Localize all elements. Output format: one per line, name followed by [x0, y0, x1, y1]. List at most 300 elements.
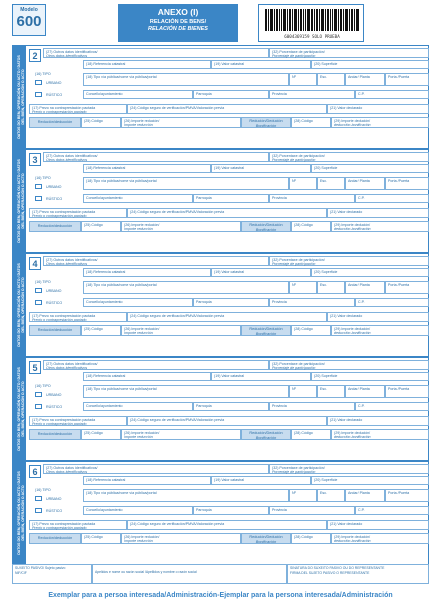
property-block [12, 357, 429, 461]
importe-deduccion-field-label: (29) Importe dedución/ [334, 535, 371, 539]
modelo-number: 600 [16, 13, 42, 30]
esc-field-label: Esc. [320, 75, 327, 79]
codigo2-field[interactable] [291, 429, 331, 440]
andar-field-label: Andar/ Planta [348, 75, 370, 79]
ref-catastral-field-label: (18) Referencia catastral [86, 374, 126, 378]
prezo-field-label: (17) Prezo na contraprestación pactada [32, 522, 96, 526]
numero-field-label: Nº [292, 283, 296, 287]
urbano-label: URBANO [46, 392, 62, 397]
exemplar-note: Exemplar para a persoa interesada/Administración-Ejemplar para la persona interesada/Administración [48, 592, 393, 599]
prezo-field[interactable] [29, 520, 127, 530]
otros-datos-field-label: (27) Outros datos identificativos/ [46, 466, 98, 470]
codigo-field-label: (25) Código [84, 119, 103, 123]
reduccion-cell: Redución/deducción [29, 325, 81, 336]
porcentaxe-field-label: Porcentaje de participación [272, 158, 316, 162]
deduccion-label: Redución/Dedución [249, 327, 283, 331]
ref-catastral-field[interactable] [83, 268, 211, 277]
provincia-field[interactable] [269, 90, 355, 99]
importe-deduccion-field-label: deducción-bonificación [334, 435, 371, 439]
reduccion-cell: Redución/deducción [29, 429, 81, 440]
rustico-checkbox[interactable] [35, 196, 42, 201]
rustico-label: RÚSTICO [46, 300, 63, 305]
codigo-seguro-field[interactable] [127, 312, 327, 322]
side-band [13, 150, 26, 252]
prezo-field[interactable] [29, 416, 127, 426]
prezo-field-label: Precio o contraprestación pactado [32, 110, 87, 114]
otros-datos-field[interactable] [43, 152, 269, 162]
nif-field[interactable] [12, 564, 92, 584]
codigo-field-label: (25) Código [84, 223, 103, 227]
valor-declarado-field[interactable] [327, 104, 429, 114]
valor-declarado-field-label: (21) Valor declarado [330, 522, 363, 526]
codigo-field[interactable] [81, 325, 121, 336]
ref-catastral-field[interactable] [83, 372, 211, 381]
parroquia-field[interactable] [193, 194, 269, 203]
valor-declarado-field[interactable] [327, 312, 429, 322]
numero-field-label: Nº [292, 75, 296, 79]
esc-field[interactable] [317, 489, 345, 502]
tipo-via-field[interactable] [83, 385, 289, 398]
valor-catastral-field-label: (19) Valor catastral [214, 270, 245, 274]
barcode-box [258, 4, 364, 42]
prezo-field[interactable] [29, 104, 127, 114]
porta-field[interactable] [385, 385, 429, 398]
prezo-field[interactable] [29, 312, 127, 322]
modelo-label: Modelo [20, 7, 38, 13]
valor-catastral-field-label: (19) Valor catastral [214, 478, 245, 482]
valor-catastral-field-label: (19) Valor catastral [214, 166, 245, 170]
barcode-icon [265, 9, 359, 31]
urbano-label: URBANO [46, 288, 62, 293]
tipo-via-field-label: (18) Tipo vía pública/nome vía pública/portal [86, 387, 157, 391]
tipo-via-field-label: (18) Tipo vía pública/nome vía pública/portal [86, 75, 157, 79]
deduccion-label: Redución/Dedución [249, 431, 283, 435]
porcentaxe-field-label: (32) Porcentaxe de participación/ [272, 258, 325, 262]
porta-field-label: Porta /Puerta [388, 283, 410, 287]
reduccion-cell: Redución/deducción [29, 533, 81, 544]
otros-datos-field-label: (27) Outros datos identificativos/ [46, 258, 98, 262]
tipo-label: (16) TIPO [35, 488, 51, 492]
cp-field[interactable] [355, 194, 429, 203]
importe-reduccion-field-label: (26) Importe redución/ [124, 535, 160, 539]
otros-datos-field-label: (27) Outros datos identificativos/ [46, 50, 98, 54]
importe-reduccion-field[interactable] [121, 533, 241, 544]
esc-field-label: Esc. [320, 283, 327, 287]
porcentaxe-field-label: Porcentaje de participación [272, 54, 316, 58]
otros-datos-field-label: (27) Outros datos identificativos/ [46, 154, 98, 158]
codigo2-field-label: (28) Código [294, 327, 313, 331]
parroquia-field-label: Parroquia [196, 300, 212, 304]
superficie-field[interactable] [311, 372, 429, 381]
property-block [12, 45, 429, 149]
concello-field[interactable] [83, 298, 193, 307]
reduccion-cell: Redución/deducción [29, 221, 81, 232]
codigo-field-label: (25) Código [84, 535, 103, 539]
valor-catastral-field[interactable] [211, 60, 311, 69]
numero-field-label: Nº [292, 387, 296, 391]
porta-field-label: Porta /Puerta [388, 387, 410, 391]
importe-deduccion-field-label: deducción-bonificación [334, 227, 371, 231]
provincia-field[interactable] [269, 506, 355, 515]
valor-catastral-field[interactable] [211, 476, 311, 485]
ref-catastral-field[interactable] [83, 164, 211, 173]
andar-field[interactable] [345, 385, 385, 398]
superficie-field-label: (20) Superficie [314, 478, 338, 482]
barcode-number: 6004369159 SOLO PRUEBA [284, 34, 340, 39]
property-block [12, 253, 429, 357]
parroquia-field-label: Parroquia [196, 404, 212, 408]
concello-field[interactable] [83, 402, 193, 411]
concello-field-label: Concello/ayuntamiento [86, 508, 123, 512]
importe-reduccion-field-label: Importe reducción [124, 435, 153, 439]
concello-field-label: Concello/ayuntamiento [86, 300, 123, 304]
valor-declarado-field-label: (21) Valor declarado [330, 106, 363, 110]
tipo-via-field[interactable] [83, 177, 289, 190]
porta-field-label: Porta /Puerta [388, 179, 410, 183]
otros-datos-field[interactable] [43, 256, 269, 266]
apelidos-field[interactable] [92, 564, 287, 584]
esc-field[interactable] [317, 281, 345, 294]
anexo-title-box [118, 4, 238, 42]
property-block [12, 461, 429, 565]
codigo-seguro-field-label: (24) Código seguro de verificación/PMVA/Valoración previa [130, 106, 225, 110]
valor-declarado-field[interactable] [327, 208, 429, 218]
andar-field-label: Andar/ Planta [348, 283, 370, 287]
block-number: 3 [29, 153, 41, 166]
andar-field[interactable] [345, 177, 385, 190]
porta-field[interactable] [385, 281, 429, 294]
cp-field[interactable] [355, 90, 429, 99]
porcentaxe-field-label: Porcentaje de participación [272, 366, 316, 370]
prezo-field-label: (17) Prezo na contraprestación pactada [32, 418, 96, 422]
cp-field-label: C.P. [358, 300, 365, 304]
superficie-field[interactable] [311, 268, 429, 277]
concello-field-label: Concello/ayuntamiento [86, 404, 123, 408]
importe-deduccion-field-label: (29) Importe dedución/ [334, 431, 371, 435]
tipo-via-field[interactable] [83, 73, 289, 86]
side-label: DATOS DO BEN, OPERACIÓN OU ACTO / DATOS DEL BIEN, OPERACIÓN O ACTO [16, 159, 25, 243]
codigo-field-label: (25) Código [84, 327, 103, 331]
parroquia-field[interactable] [193, 402, 269, 411]
valor-catastral-field-label: (19) Valor catastral [214, 374, 245, 378]
side-label: DATOS DO BEN, OPERACIÓN OU ACTO / DATOS DEL BIEN, OPERACIÓN O ACTO [16, 55, 25, 139]
porta-field-label: Porta /Puerta [388, 75, 410, 79]
esc-field[interactable] [317, 385, 345, 398]
porcentaxe-field-label: Porcentaje de participación [272, 262, 316, 266]
codigo-field[interactable] [81, 221, 121, 232]
side-band [13, 462, 26, 564]
importe-reduccion-field-label: Importe reducción [124, 123, 153, 127]
concello-field-label: Concello/ayuntamiento [86, 92, 123, 96]
importe-deduccion-field-label: deducción-bonificación [334, 539, 371, 543]
signature-label-gl: SINATURA DO SUXEITO PASIVO OU DO REPRESENTANTE [290, 566, 385, 570]
porcentaxe-field-label: (32) Porcentaxe de participación/ [272, 362, 325, 366]
esc-field[interactable] [317, 73, 345, 86]
otros-datos-field-label: Otros datos identificativos [46, 470, 88, 474]
rustico-checkbox[interactable] [35, 92, 42, 97]
codigo2-field[interactable] [291, 325, 331, 336]
andar-field[interactable] [345, 73, 385, 86]
importe-deduccion-field[interactable] [331, 221, 429, 232]
superficie-field-label: (20) Superficie [314, 166, 338, 170]
importe-deduccion-field-label: deducción-bonificación [334, 123, 371, 127]
numero-field[interactable] [289, 73, 317, 86]
suxeito-label: SUXEITO PASIVO/ Sujeto pasivo [15, 566, 66, 570]
importe-reduccion-field[interactable] [121, 117, 241, 128]
codigo2-field-label: (28) Código [294, 119, 313, 123]
rustico-checkbox[interactable] [35, 508, 42, 513]
codigo-seguro-field[interactable] [127, 520, 327, 530]
deduccion-cell [241, 325, 291, 336]
numero-field[interactable] [289, 385, 317, 398]
side-band [13, 358, 26, 460]
deduccion-label: Redución/Dedución [249, 223, 283, 227]
importe-reduccion-field[interactable] [121, 325, 241, 336]
footer-subject-row [12, 564, 429, 584]
anexo-subtitle-es: RELACIÓN DE BIENES [148, 26, 208, 32]
importe-reduccion-field-label: Importe reducción [124, 539, 153, 543]
parroquia-field-label: Parroquia [196, 196, 212, 200]
valor-declarado-field[interactable] [327, 416, 429, 426]
otros-datos-field-label: (27) Outros datos identificativos/ [46, 362, 98, 366]
provincia-field-label: Provincia [272, 404, 287, 408]
urbano-checkbox[interactable] [35, 288, 42, 293]
concello-field-label: Concello/ayuntamiento [86, 196, 123, 200]
parroquia-field-label: Parroquia [196, 92, 212, 96]
provincia-field-label: Provincia [272, 508, 287, 512]
provincia-field-label: Provincia [272, 300, 287, 304]
block-number: 5 [29, 361, 41, 374]
parroquia-field[interactable] [193, 90, 269, 99]
concello-field[interactable] [83, 194, 193, 203]
importe-deduccion-field[interactable] [331, 117, 429, 128]
superficie-field-label: (20) Superficie [314, 62, 338, 66]
tipo-via-field[interactable] [83, 489, 289, 502]
prezo-field-label: Precio o contraprestación pactado [32, 214, 87, 218]
andar-field-label: Andar/ Planta [348, 179, 370, 183]
otros-datos-field-label: Otros datos identificativos [46, 54, 88, 58]
codigo2-field-label: (28) Código [294, 535, 313, 539]
superficie-field[interactable] [311, 476, 429, 485]
ref-catastral-field[interactable] [83, 60, 211, 69]
reduccion-cell: Redución/deducción [29, 117, 81, 128]
superficie-field[interactable] [311, 164, 429, 173]
importe-reduccion-field[interactable] [121, 429, 241, 440]
prezo-field[interactable] [29, 208, 127, 218]
valor-catastral-field[interactable] [211, 372, 311, 381]
importe-reduccion-field-label: Importe reducción [124, 227, 153, 231]
codigo-field[interactable] [81, 429, 121, 440]
urbano-label: URBANO [46, 80, 62, 85]
superficie-field-label: (20) Superficie [314, 270, 338, 274]
importe-reduccion-field-label: (26) Importe redución/ [124, 119, 160, 123]
cp-field[interactable] [355, 506, 429, 515]
superficie-field[interactable] [311, 60, 429, 69]
valor-declarado-field-label: (21) Valor declarado [330, 314, 363, 318]
porcentaxe-field-label: (32) Porcentaxe de participación/ [272, 466, 325, 470]
otros-datos-field[interactable] [43, 48, 269, 58]
block-number: 4 [29, 257, 41, 270]
cp-field-label: C.P. [358, 508, 365, 512]
codigo-field[interactable] [81, 533, 121, 544]
codigo-seguro-field[interactable] [127, 104, 327, 114]
importe-deduccion-field-label: (29) Importe dedución/ [334, 119, 371, 123]
provincia-field[interactable] [269, 402, 355, 411]
deduccion-cell [241, 533, 291, 544]
porcentaxe-field-label: (32) Porcentaxe de participación/ [272, 154, 325, 158]
signature-field[interactable] [287, 564, 429, 584]
porta-field[interactable] [385, 177, 429, 190]
esc-field[interactable] [317, 177, 345, 190]
parroquia-field-label: Parroquia [196, 508, 212, 512]
valor-declarado-field-label: (21) Valor declarado [330, 210, 363, 214]
rustico-checkbox[interactable] [35, 404, 42, 409]
prezo-field-label: (17) Prezo na contraprestación pactada [32, 106, 96, 110]
numero-field[interactable] [289, 177, 317, 190]
urbano-label: URBANO [46, 184, 62, 189]
valor-catastral-field[interactable] [211, 268, 311, 277]
bonificacion-label: Bonificación [255, 331, 277, 336]
porcentaxe-field[interactable] [269, 48, 429, 58]
deduccion-label: Redución/Dedución [249, 119, 283, 123]
concello-field[interactable] [83, 90, 193, 99]
codigo-seguro-field-label: (24) Código seguro de verificación/PMVA/Valoración previa [130, 210, 225, 214]
codigo-seguro-field-label: (24) Código seguro de verificación/PMVA/Valoración previa [130, 314, 225, 318]
porcentaxe-field[interactable] [269, 256, 429, 266]
block-number: 2 [29, 49, 41, 62]
tipo-via-field-label: (18) Tipo vía pública/nome vía pública/portal [86, 179, 157, 183]
otros-datos-field[interactable] [43, 464, 269, 474]
nif-label: NIF/CIF [15, 571, 27, 575]
urbano-checkbox[interactable] [35, 80, 42, 85]
modelo-box [12, 4, 46, 36]
importe-reduccion-field[interactable] [121, 221, 241, 232]
ref-catastral-field-label: (18) Referencia catastral [86, 62, 126, 66]
andar-field[interactable] [345, 489, 385, 502]
urbano-checkbox[interactable] [35, 392, 42, 397]
urbano-checkbox[interactable] [35, 184, 42, 189]
otros-datos-field[interactable] [43, 360, 269, 370]
andar-field-label: Andar/ Planta [348, 491, 370, 495]
property-block [12, 149, 429, 253]
ref-catastral-field-label: (18) Referencia catastral [86, 478, 126, 482]
anexo-subtitle-gl: RELACIÓN DE BENS/ [149, 19, 207, 25]
urbano-label: URBANO [46, 496, 62, 501]
codigo2-field[interactable] [291, 221, 331, 232]
codigo-seguro-field[interactable] [127, 208, 327, 218]
andar-field[interactable] [345, 281, 385, 294]
side-band [13, 46, 26, 148]
cp-field-label: C.P. [358, 92, 365, 96]
codigo2-field[interactable] [291, 117, 331, 128]
bonificacion-label: Bonificación [255, 539, 277, 544]
esc-field-label: Esc. [320, 179, 327, 183]
numero-field[interactable] [289, 281, 317, 294]
importe-deduccion-field[interactable] [331, 429, 429, 440]
deduccion-cell [241, 429, 291, 440]
prezo-field-label: (17) Prezo na contraprestación pactada [32, 314, 96, 318]
signature-label-es: FIRMA DEL SUJETO PASIVO O REPRESENTANTE [290, 571, 370, 575]
porcentaxe-field[interactable] [269, 152, 429, 162]
otros-datos-field-label: Otros datos identificativos [46, 158, 88, 162]
importe-deduccion-field-label: (29) Importe dedución/ [334, 223, 371, 227]
codigo-seguro-field-label: (24) Código seguro de verificación/PMVA/Valoración previa [130, 522, 225, 526]
codigo2-field-label: (28) Código [294, 431, 313, 435]
porta-field[interactable] [385, 489, 429, 502]
otros-datos-field-label: Otros datos identificativos [46, 262, 88, 266]
importe-reduccion-field-label: (26) Importe redución/ [124, 431, 160, 435]
codigo2-field[interactable] [291, 533, 331, 544]
porcentaxe-field-label: Porcentaje de participación [272, 470, 316, 474]
side-label: DATOS DO BEN, OPERACIÓN OU ACTO / DATOS DEL BIEN, OPERACIÓN O ACTO [16, 263, 25, 347]
parroquia-field[interactable] [193, 298, 269, 307]
tipo-label: (16) TIPO [35, 72, 51, 76]
numero-field-label: Nº [292, 179, 296, 183]
provincia-field[interactable] [269, 298, 355, 307]
codigo2-field-label: (28) Código [294, 223, 313, 227]
apelidos-label: Apelidos e nome ou razón social /Apellidos y nombre o razón social [95, 570, 197, 574]
otros-datos-field-label: Otros datos identificativos [46, 366, 88, 370]
porta-field-label: Porta /Puerta [388, 491, 410, 495]
numero-field-label: Nº [292, 491, 296, 495]
rustico-checkbox[interactable] [35, 300, 42, 305]
deduccion-cell [241, 117, 291, 128]
tipo-via-field-label: (18) Tipo vía pública/nome vía pública/portal [86, 283, 157, 287]
side-label: DATOS DO BEN, OPERACIÓN OU ACTO / DATOS DEL BIEN, OPERACIÓN O ACTO [16, 471, 25, 555]
anexo-title: ANEXO (I) [157, 7, 199, 17]
urbano-checkbox[interactable] [35, 496, 42, 501]
bonificacion-label: Bonificación [255, 435, 277, 440]
provincia-field[interactable] [269, 194, 355, 203]
cp-field[interactable] [355, 298, 429, 307]
ref-catastral-field-label: (18) Referencia catastral [86, 270, 126, 274]
codigo-field[interactable] [81, 117, 121, 128]
importe-deduccion-field[interactable] [331, 325, 429, 336]
importe-reduccion-field-label: (26) Importe redución/ [124, 223, 160, 227]
tipo-label: (16) TIPO [35, 176, 51, 180]
tipo-via-field-label: (18) Tipo vía pública/nome vía pública/portal [86, 491, 157, 495]
porta-field[interactable] [385, 73, 429, 86]
importe-deduccion-field-label: deducción-bonificación [334, 331, 371, 335]
cp-field-label: C.P. [358, 196, 365, 200]
andar-field-label: Andar/ Planta [348, 387, 370, 391]
parroquia-field[interactable] [193, 506, 269, 515]
tipo-via-field[interactable] [83, 281, 289, 294]
side-label: DATOS DO BEN, OPERACIÓN OU ACTO / DATOS DEL BIEN, OPERACIÓN O ACTO [16, 367, 25, 451]
ref-catastral-field[interactable] [83, 476, 211, 485]
block-number: 6 [29, 465, 41, 478]
tipo-label: (16) TIPO [35, 280, 51, 284]
esc-field-label: Esc. [320, 387, 327, 391]
esc-field-label: Esc. [320, 491, 327, 495]
deduccion-cell [241, 221, 291, 232]
porcentaxe-field[interactable] [269, 464, 429, 474]
provincia-field-label: Provincia [272, 92, 287, 96]
codigo-seguro-field[interactable] [127, 416, 327, 426]
concello-field[interactable] [83, 506, 193, 515]
valor-declarado-field[interactable] [327, 520, 429, 530]
cp-field[interactable] [355, 402, 429, 411]
valor-declarado-field-label: (21) Valor declarado [330, 418, 363, 422]
importe-deduccion-field[interactable] [331, 533, 429, 544]
numero-field[interactable] [289, 489, 317, 502]
porcentaxe-field[interactable] [269, 360, 429, 370]
deduccion-label: Redución/Dedución [249, 535, 283, 539]
valor-catastral-field[interactable] [211, 164, 311, 173]
prezo-field-label: (17) Prezo na contraprestación pactada [32, 210, 96, 214]
rustico-label: RÚSTICO [46, 404, 63, 409]
bonificacion-label: Bonificación [255, 123, 277, 128]
